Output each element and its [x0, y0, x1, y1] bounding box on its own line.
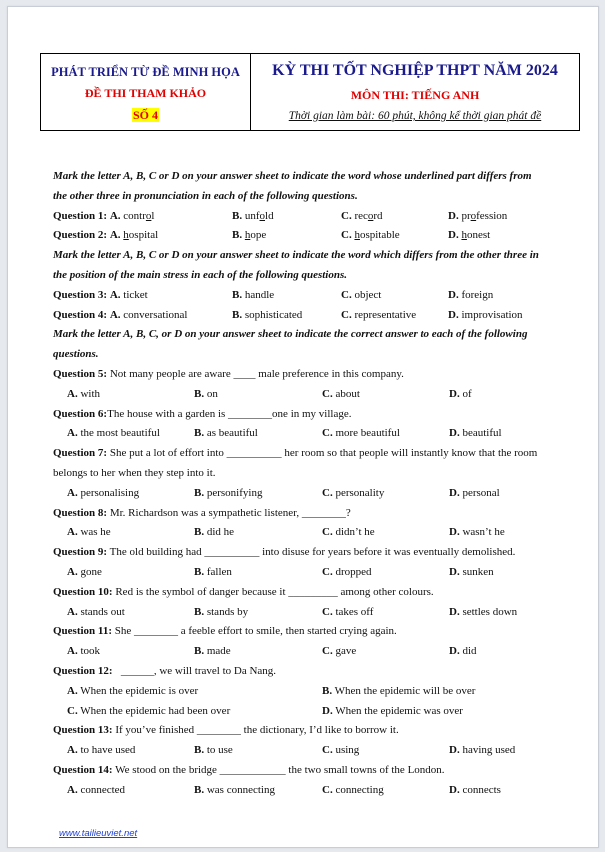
option-c: C. personality — [322, 486, 385, 499]
question-7-stem: Question 7: She put a lot of effort into __________ her room so that people will instantly know that the room — [53, 447, 538, 460]
option-b: B. was connecting — [194, 783, 275, 796]
question-4: Question 4: A. conversational B. sophisticated C. representative D. improvisation — [53, 306, 573, 326]
option-b: B. When the epidemic will be over — [322, 684, 476, 697]
question-9-options — [53, 563, 573, 583]
instruction-grammar-l2: questions. — [53, 348, 99, 361]
question-8-options — [53, 523, 573, 543]
question-10-options — [53, 603, 573, 623]
option-c: C. didn’t he — [322, 526, 375, 539]
question-11-stem: Question 11: She ________ a feeble effort to smile, then started crying again. — [53, 625, 397, 638]
option-b: B. hope — [232, 229, 267, 242]
option-c: C. takes off — [322, 605, 374, 618]
header-right-cell — [251, 54, 579, 130]
header-left-cell — [41, 54, 251, 130]
option-d: D. profession — [448, 209, 508, 222]
instruction-grammar-l1: Mark the letter A, B, C, or D on your answer sheet to indicate the correct answer to each of the following — [53, 328, 528, 341]
question-10-stem: Question 10: Red is the symbol of danger because it _________ among other colours. — [53, 585, 434, 598]
question-14-stem: Question 14: We stood on the bridge ____________ the two small towns of the London. — [53, 763, 445, 776]
option-a: A. connected — [67, 783, 126, 796]
option-b: B. unfold — [232, 209, 274, 222]
question-9-stem: Question 9: The old building had __________ into disuse for years before it was eventually demolished. — [53, 546, 516, 559]
question-13-options — [53, 741, 573, 761]
question-label: Question 4: — [53, 308, 108, 321]
option-d: D. beautiful — [449, 427, 502, 440]
question-12-options-ab — [53, 682, 573, 702]
question-5-stem: Question 5: Not many people are aware ____ male preference in this company. — [53, 367, 404, 380]
option-d: D. of — [449, 387, 472, 400]
exam-title: KỲ THI TỐT NGHIỆP THPT NĂM 2024 — [272, 62, 558, 79]
option-c: C. When the epidemic had been over — [67, 704, 231, 717]
option-c: C. record — [341, 209, 383, 222]
instruction-pronunciation-l1: Mark the letter A, B, C or D on your answer sheet to indicate the word whose underlined part differs from — [53, 170, 532, 182]
option-b: B. sophisticated — [232, 308, 303, 321]
question-2: Question 2: A. hospital B. hope C. hospitable D. honest — [53, 226, 573, 246]
exam-number-badge: SỐ 4 — [132, 108, 158, 122]
option-a: A. with — [67, 387, 101, 400]
option-d: D. foreign — [448, 288, 494, 301]
option-c: C. using — [322, 744, 360, 757]
option-c: C. connecting — [322, 783, 384, 796]
option-b: B. stands by — [194, 605, 249, 618]
question-5-options — [53, 385, 573, 405]
option-a: A. to have used — [67, 744, 136, 757]
option-d: D. wasn’t he — [449, 526, 505, 539]
option-b: B. made — [194, 645, 231, 658]
exam-subject: MÔN THI: TIẾNG ANH — [350, 88, 480, 102]
option-b: B. on — [194, 387, 218, 400]
option-c: C. dropped — [322, 565, 372, 578]
option-d: D. honest — [448, 229, 491, 242]
question-12-options-cd — [53, 702, 573, 722]
option-b: B. as beautiful — [194, 427, 258, 440]
question-13-stem: Question 13: If you’ve finished ________ the dictionary, I’d like to borrow it. — [53, 724, 399, 737]
option-b: B. personifying — [194, 486, 263, 499]
question-label: Question 2: — [53, 229, 108, 242]
option-b: B. did he — [194, 526, 235, 539]
option-d: D. sunken — [449, 565, 494, 578]
question-14-options — [53, 781, 573, 801]
option-d: D. did — [449, 645, 477, 658]
option-a: A. the most beautiful — [67, 427, 160, 440]
option-a: A. When the epidemic is over — [67, 684, 199, 697]
question-7-stem-cont: belongs to her when they step into it. — [53, 466, 216, 479]
question-3: Question 3: A. ticket B. handle C. object D. foreign — [53, 286, 573, 306]
question-8-stem: Question 8: Mr. Richardson was a sympathetic listener, ________? — [53, 506, 351, 519]
option-a: A. stands out — [67, 605, 125, 618]
option-b: B. to use — [194, 744, 233, 757]
option-c: C. about — [322, 387, 360, 400]
question-11-options — [53, 642, 573, 662]
header-reference-line: ĐỀ THI THAM KHẢO — [84, 86, 207, 100]
option-d: D. personal — [449, 486, 500, 499]
exam-content — [53, 167, 573, 801]
option-d: D. having used — [449, 744, 516, 757]
question-1: Question 1: A. control B. unfold C. record D. profession — [53, 207, 573, 227]
instruction-stress-l1: Mark the letter A, B, C or D on your answer sheet to indicate the word which differs from the other three in — [53, 249, 539, 262]
option-a: A. gone — [67, 565, 102, 578]
question-7-options — [53, 484, 573, 504]
question-6-options — [53, 424, 573, 444]
instruction-stress-l2: the position of the main stress in each of the following questions. — [53, 268, 347, 281]
exam-header-table — [40, 53, 580, 131]
footer-website-link[interactable]: www.tailieuviet.net — [59, 828, 138, 839]
question-12-stem: Question 12: ______, we will travel to Da Nang. — [53, 664, 277, 677]
option-a: A. personalising — [67, 486, 140, 499]
option-d: D. settles down — [449, 605, 518, 618]
option-a: A. was he — [67, 526, 111, 539]
question-6-stem: Question 6:The house with a garden is ________one in my village. — [53, 407, 352, 420]
option-b: B. fallen — [194, 565, 232, 578]
exam-duration: Thời gian làm bài: 60 phút, không kể thời gian phát đề — [288, 110, 542, 122]
option-d: D. connects — [449, 783, 501, 796]
question-label: Question 3: — [53, 288, 108, 301]
question-label: Question 1: — [53, 209, 108, 222]
option-c: C. more beautiful — [322, 427, 400, 440]
option-c: C. object — [341, 288, 382, 301]
instruction-pronunciation-l2: the other three in pronunciation in each of the following questions. — [53, 189, 358, 202]
header-source-line: PHÁT TRIỂN TỪ ĐỀ MINH HỌA — [51, 65, 240, 79]
option-d: D. When the epidemic was over — [322, 704, 463, 717]
option-c: C. gave — [322, 645, 357, 658]
option-d: D. improvisation — [448, 308, 523, 321]
option-a: A. took — [67, 645, 101, 658]
document-page — [7, 6, 599, 848]
option-c: C. representative — [341, 308, 417, 321]
option-c: C. hospitable — [341, 229, 400, 242]
option-b: B. handle — [232, 288, 275, 301]
